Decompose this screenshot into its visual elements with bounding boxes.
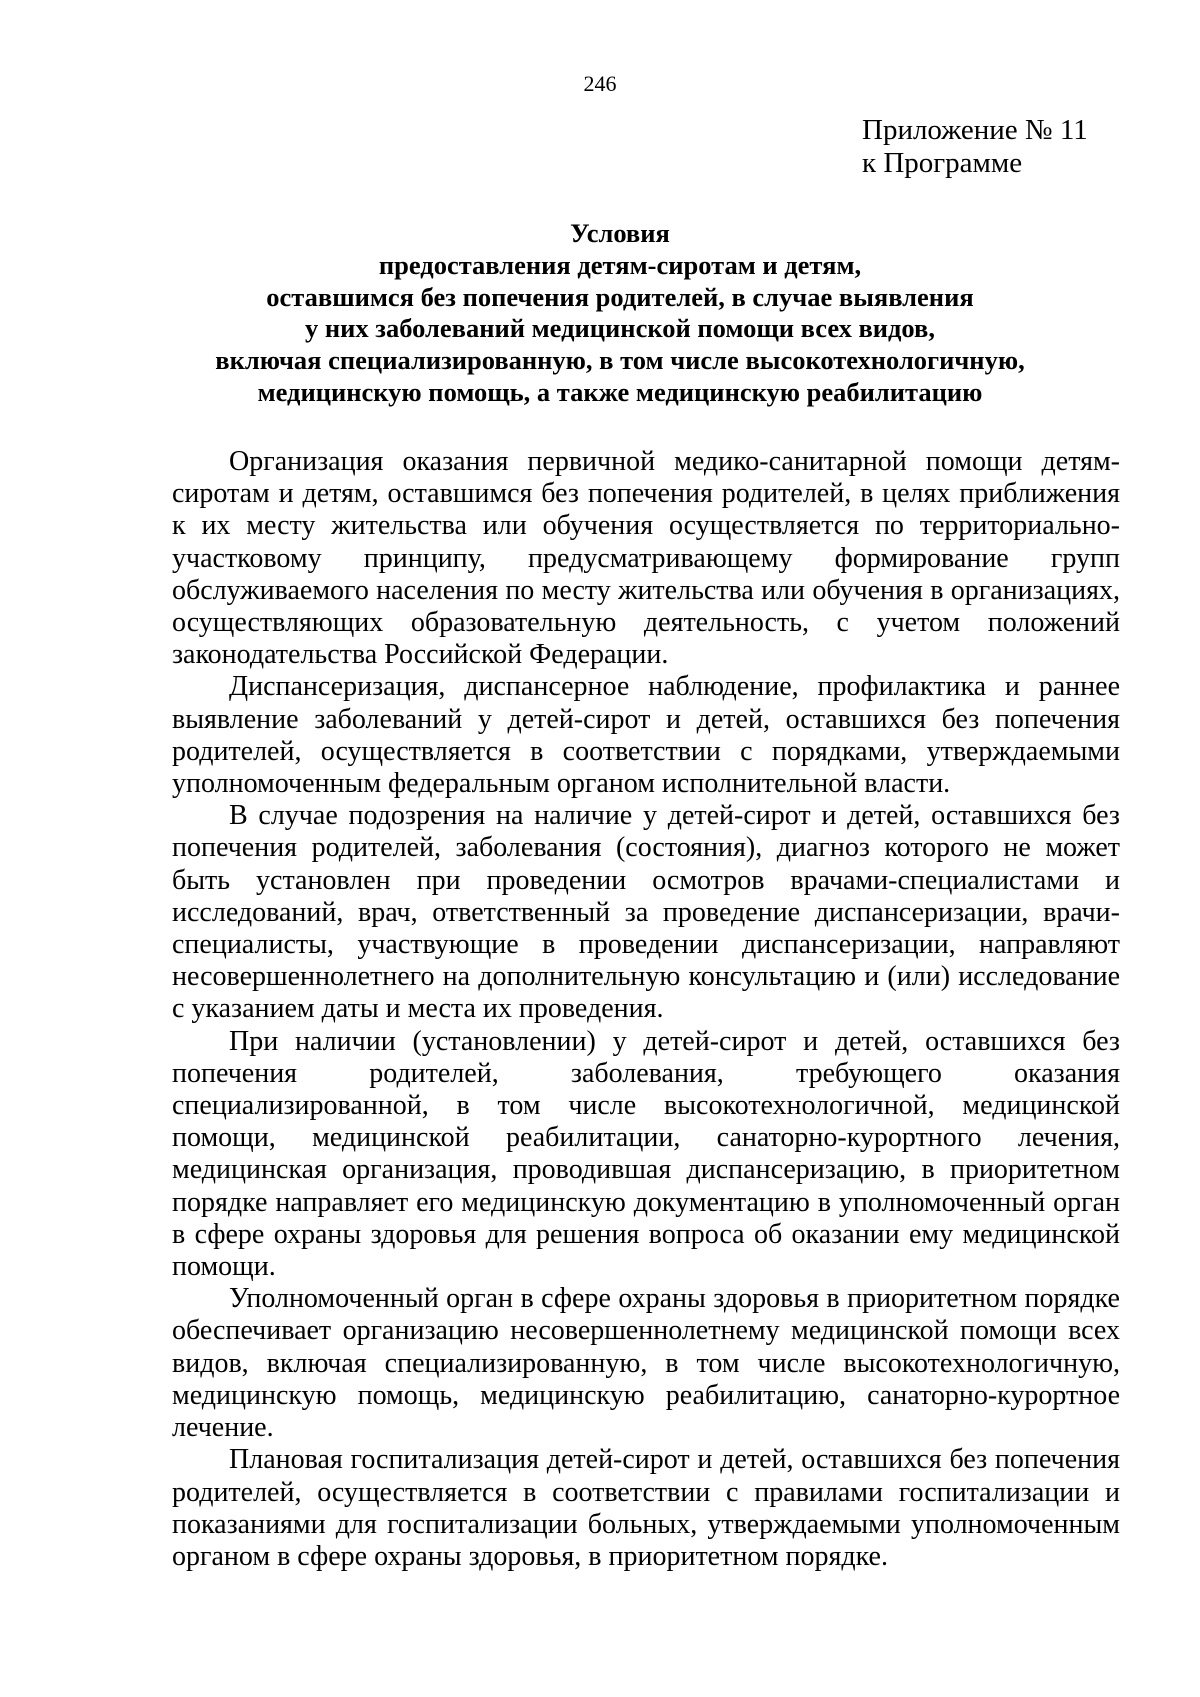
appendix-reference [862,114,1088,180]
title-line: Условия [570,218,670,248]
paragraph: Диспансеризация, диспансерное наблюдение, профилактика и раннее выявление заболеваний у детей-сирот и детей, оставшихся без попечения родителей, осуществляется в соответствии с порядками, утверждаемыми уполномоченным федеральным органом исполнительной власти. [172,671,1120,800]
title-line: медицинскую помощь, а также медицинскую реабилитацию [257,376,983,407]
title-line: предоставления детям-сиротам и детям, [378,249,862,280]
page-number: 246 [583,71,617,96]
appendix-number: Приложение № 11 [862,114,1088,146]
document-title [140,218,1100,409]
paragraph: Плановая госпитализация детей-сирот и детей, оставшихся без попечения родителей, осуществляется в соответствии с правилами госпитализации и показаниями для госпитализации больных, утверждаемыми уполномоченным органом в сфере охраны здоровья, в приоритетном порядке. [172,1444,1120,1572]
title-line: включая специализированную, в том числе высокотехнологичную, [215,345,1025,376]
appendix-program: к Программе [862,147,1023,179]
paragraph: Уполномоченный орган в сфере охраны здоровья в приоритетном порядке обеспечивает организацию несовершеннолетнему медицинской помощи всех видов, включая специализированную, в том числе высокотехнологичную, медицинскую помощь, медицинскую реабилитацию, санаторно-курортное лечение. [172,1283,1120,1444]
paragraph: При наличии (установлении) у детей-сирот и детей, оставшихся без попечения родителей, заболевания, требующего оказания специализированной, в том числе высокотехнологичной, медицинской помощи, медицинской реабилитации, санаторно-курортного лечения, медицинская организация, проводившая диспансеризацию, в приоритетном порядке направляет его медицинскую документацию в уполномоченный орган в сфере охраны здоровья для решения вопроса об оказании ему медицинской помощи. [172,1025,1120,1283]
title-line: оставшимся без попечения родителей, в случае выявления [266,281,974,312]
document-body [172,446,1120,1573]
paragraph: Организация оказания первичной медико-санитарной помощи детям-сиротам и детям, оставшимся без попечения родителей, в целях приближения к их месту жительства или обучения осуществляется по территориально-участковому принципу, предусматривающему формирование групп обслуживаемого населения по месту жительства или обучения в организациях, осуществляющих образовательную деятельность, с учетом положений законодательства Российской Федерации. [172,446,1120,671]
paragraph: В случае подозрения на наличие у детей-сирот и детей, оставшихся без попечения родителей, заболевания (состояния), диагноз которого не может быть установлен при проведении осмотров врачами-специалистами и исследований, врач, ответственный за проведение диспансеризации, врачи-специалисты, участвующие в проведении диспансеризации, направляют несовершеннолетнего на дополнительную консультацию и (или) исследование с указанием даты и места их проведения. [172,800,1120,1025]
title-line: у них заболеваний медицинской помощи всех видов, [305,313,935,344]
